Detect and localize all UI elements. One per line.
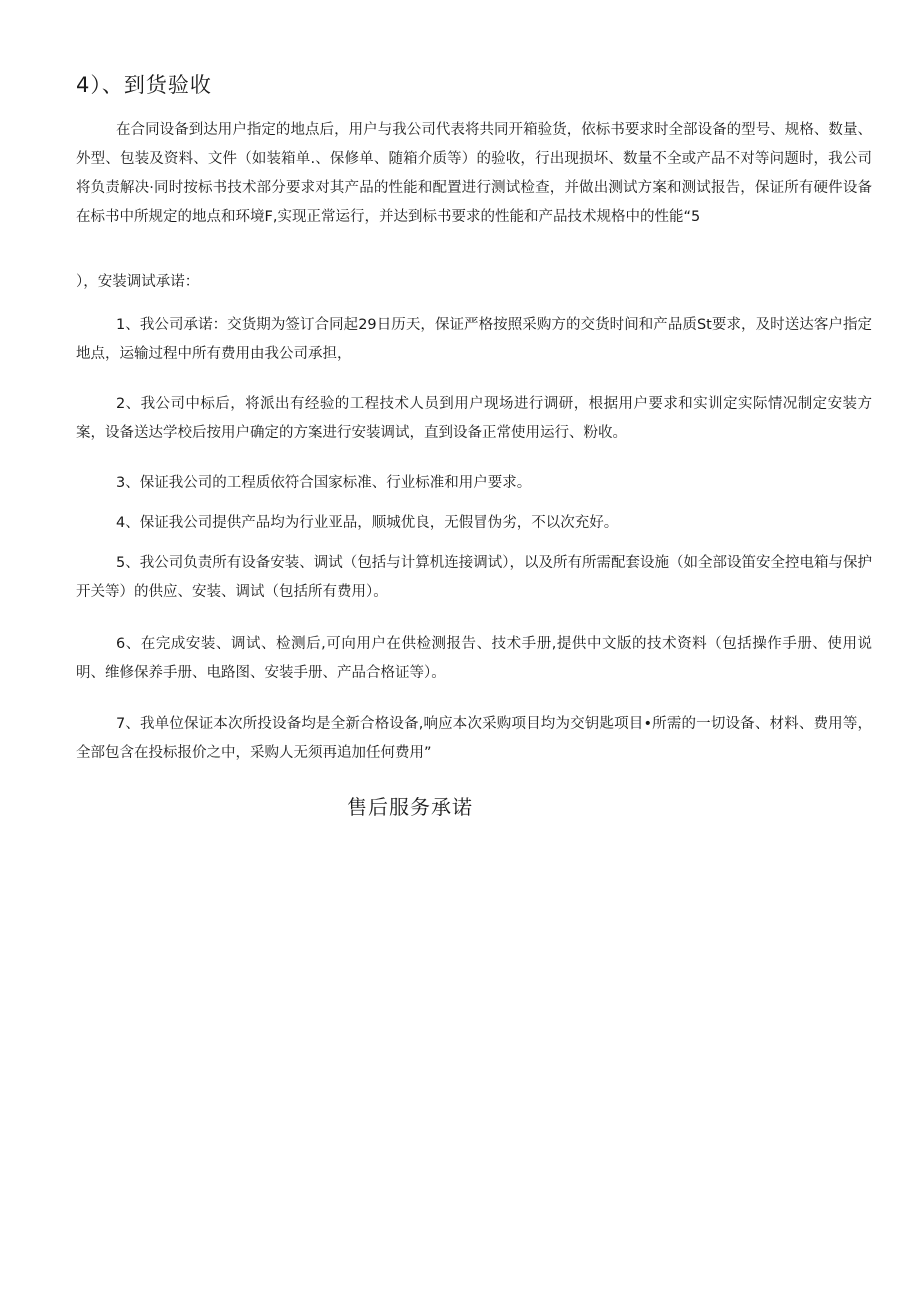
intro-paragraph: 在合同设备到达用户指定的地点后，用户与我公司代表将共同开箱验货，依标书要求时全部设备的型号、规格、数量、外型、包装及资料、文件（如装箱单.、保修单、随箱介质等）的验收，行出现损坏、数量不全或产品不对等问题时，我公司将负责解决·同时按标书技术部分要求对其产品的性能和配置进行测试检查，并做出测试方案和测试报告，保证所有硬件设备在标书中所规定的地点和环境F,实现正常运行，并达到标书要求的性能和产品技术规格中的性能“5 (76, 122, 872, 225)
section-heading-delivery-acceptance: 4）、到货验收 (76, 73, 212, 97)
commitment-item-2: 2、我公司中标后，将派出有经验的工程技术人员到用户现场进行调研，根据用户要求和实训定实际情况制定安装方案，设备送达学校后按用户确定的方案进行安装调试，直到设备正常使用运行、粉收。 (76, 396, 872, 441)
after-sales-section-title: 售后服务承诺 (347, 795, 473, 819)
commitment-item-6: 6、在完成安装、调试、检测后,可向用户在供检测报告、技术手册,提供中文版的技术资料（包括操作手册、使用说明、维修保养手册、电路图、安装手册、产品合格证等）。 (76, 636, 872, 681)
commitment-item-3: 3、保证我公司的工程质依符合国家标准、行业标准和用户要求。 (116, 475, 532, 491)
commitment-item-4: 4、保证我公司提供产品均为行业亚品，顺城优良，无假冒伪劣，不以次充好。 (116, 515, 619, 531)
commitment-item-7: 7、我单位保证本次所投设备均是全新合格设备,响应本次采购项目均为交钥匙项目•所需的一切设备、材料、费用等，全部包含在投标报价之中，采购人无须再追加任何费用” (76, 716, 872, 761)
commitment-item-5: 5、我公司负责所有设备安装、调试（包括与计算机连接调试），以及所有所需配套设施（如全部设笛安全控电箱与保护开关等）的供应、安装、调试（包括所有费用）。 (76, 555, 872, 600)
install-commitment-heading: ），安装调试承诺： (76, 274, 200, 290)
commitment-item-1: 1、我公司承诺：交货期为签订合同起29日历天，保证严格按照采购方的交货时间和产品质St要求，及时送达客户指定地点，运输过程中所有费用由我公司承担， (76, 317, 872, 362)
